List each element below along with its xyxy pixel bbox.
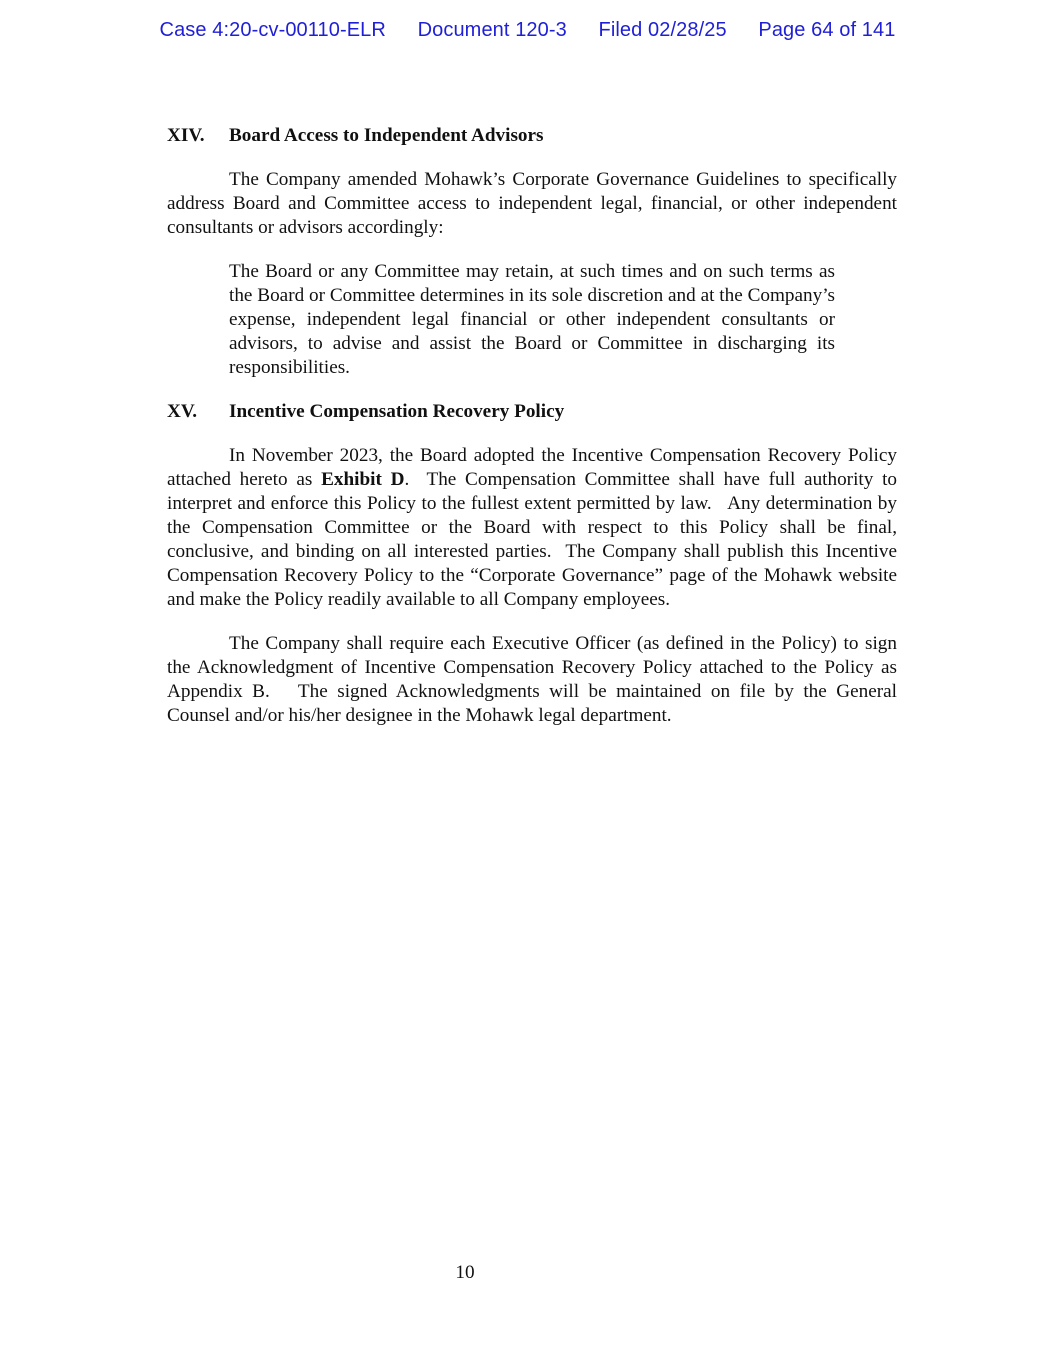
section-15-paragraph-1 [167,444,902,612]
section-15-paragraph-1-start: In November 2023, the Board adopted the Incentive Compensation Recovery Policy attached hereto as [167,445,897,490]
section-15-paragraph-1-end: . The Compensation Committee shall have full authority to interpret and enforce this Policy to the fullest extent permitted by law. Any determination by the Compensation Committee or the Board with respect to this Policy shall be final, conclusive, and binding on all interested parties. The Company shall publish this Incentive Compensation Recovery Policy to the “Corporate Governance” page of the Mohawk website and make the Policy readily available to all Company employees. [167,469,902,610]
document-body [167,124,902,728]
exhibit-d-reference: Exhibit D [321,469,405,490]
page-of-total: Page 64 of 141 [758,19,896,41]
section-15-number: XV. [167,401,198,422]
section-14-heading [167,124,897,148]
section-15-paragraph-2: The Company shall require each Executive Officer (as defined in the Policy) to sign the Acknowledgment of Incentive Compensation Recovery Policy attached to the Policy as Appendix B. The signed Acknowledgments will be maintained on file by the General Counsel and/or his/her designee in the Mohawk legal department. [167,633,902,726]
section-14-quote: The Board or any Committee may retain, at such times and on such terms as the Board or Committee determines in its sole discretion and at the Company’s expense, independent legal financial or other independent consultants or advisors, to advise and assist the Board or Committee in discharging its responsibilities. [229,261,835,378]
document-number: Document 120-3 [417,19,567,41]
page-number: 10 [455,1262,475,1283]
section-14-number: XIV. [167,125,205,146]
case-number: Case 4:20-cv-00110-ELR [159,19,386,41]
filed-date: Filed 02/28/25 [598,19,727,41]
court-filing-header [0,19,1055,42]
section-15-title: Incentive Compensation Recovery Policy [229,401,565,422]
section-14-title: Board Access to Independent Advisors [229,125,544,146]
section-14-paragraph: The Company amended Mohawk’s Corporate Governance Guidelines to specifically address Board and Committee access to independent legal, financial, or other independent consultants or advisors accordingly: [167,169,897,238]
section-15-heading [167,400,897,424]
